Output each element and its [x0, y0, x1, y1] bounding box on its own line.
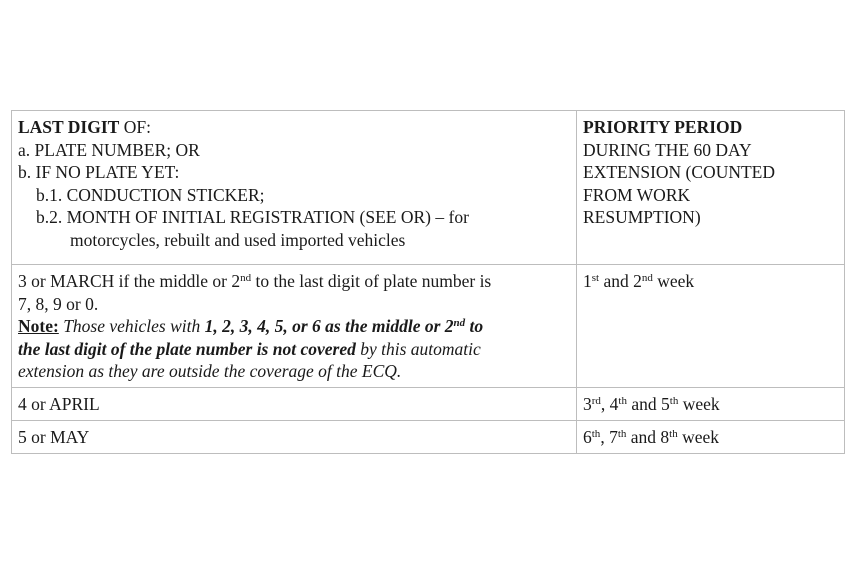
period-cell-april	[577, 388, 845, 421]
period-march	[583, 270, 838, 293]
header-priority-title: PRIORITY PERIOD	[583, 117, 743, 137]
header-item-b1: b.1. CONDUCTION STICKER;	[36, 184, 265, 205]
period-march-sup-1: st	[591, 272, 600, 285]
table-row-march	[12, 265, 845, 388]
period-may-sup-3: th	[669, 428, 678, 441]
table-row-april	[12, 388, 845, 421]
table-header-row	[12, 111, 845, 265]
period-may-sup-1: th	[591, 428, 601, 441]
header-priority-line-4: RESUMPTION)	[583, 207, 701, 227]
note-line-1	[18, 315, 570, 338]
note-line-2	[18, 338, 570, 361]
header-priority-period-cell	[577, 111, 845, 265]
period-april-2: , 4	[600, 394, 619, 414]
period-may-1: 6	[583, 427, 592, 447]
priority-schedule-table	[11, 110, 845, 454]
header-item-b: b. IF NO PLATE YET:	[18, 162, 180, 182]
period-march-2: and 2	[599, 271, 642, 291]
period-april-sup-1: rd	[591, 395, 601, 408]
header-item-b2-continued: motorcycles, rebuilt and used imported vehicles	[70, 229, 406, 250]
header-item-a: a. PLATE NUMBER; OR	[18, 139, 200, 160]
march-text-1: 3 or MARCH if the middle or 2	[18, 271, 241, 291]
note-text-1b: 1, 2, 3, 4, 5, or 6 as the middle or 2	[204, 316, 454, 336]
digit-cell-april	[12, 388, 577, 421]
note-text-2b: by this automatic	[355, 338, 481, 359]
header-title-bold: LAST DIGIT	[18, 117, 120, 137]
note-text-1c: to	[465, 316, 484, 336]
period-may-3: and 8	[626, 427, 670, 447]
note-sup: nd	[453, 317, 466, 330]
march-line-1	[18, 270, 570, 293]
period-april-sup-3: th	[669, 395, 679, 408]
april-label: 4 or APRIL	[18, 394, 100, 414]
header-priority-line-1: DURING THE 60 DAY	[583, 139, 752, 160]
period-april-3: and 5	[626, 394, 670, 414]
period-cell-march	[577, 265, 845, 388]
header-title-rest: OF:	[119, 117, 151, 137]
period-may-2: , 7	[600, 427, 618, 447]
header-priority-line-2: EXTENSION (COUNTED	[583, 162, 775, 182]
header-title	[18, 116, 570, 139]
march-line-2: 7, 8, 9 or 0.	[18, 293, 99, 314]
period-april-1: 3	[583, 394, 592, 414]
march-text-2: to the last digit of plate number is	[251, 271, 492, 291]
period-may-sup-2: th	[617, 428, 627, 441]
header-priority-line-3: FROM WORK	[583, 184, 691, 205]
period-march-3: week	[652, 271, 695, 291]
note-label: Note:	[18, 316, 59, 336]
note-line-3: extension as they are outside the coverage of the ECQ.	[18, 361, 402, 381]
digit-cell-march	[12, 265, 577, 388]
period-may-4: week	[677, 427, 720, 447]
march-sup-1: nd	[240, 272, 252, 285]
may-label: 5 or MAY	[18, 427, 90, 447]
digit-cell-may	[12, 421, 577, 454]
period-march-sup-2: nd	[641, 272, 653, 285]
note-text-2: the last digit of the plate number is not covered	[18, 338, 356, 359]
table-row-may	[12, 421, 845, 454]
period-april-sup-2: th	[618, 395, 627, 408]
header-last-digit-cell	[12, 111, 577, 265]
period-may	[583, 426, 838, 449]
period-april	[583, 393, 838, 416]
note-text-1a: Those vehicles with	[58, 316, 205, 336]
period-april-4: week	[678, 394, 720, 414]
period-cell-may	[577, 421, 845, 454]
header-item-b2: b.2. MONTH OF INITIAL REGISTRATION (SEE OR) – for	[36, 207, 469, 227]
period-march-1: 1	[583, 271, 592, 291]
